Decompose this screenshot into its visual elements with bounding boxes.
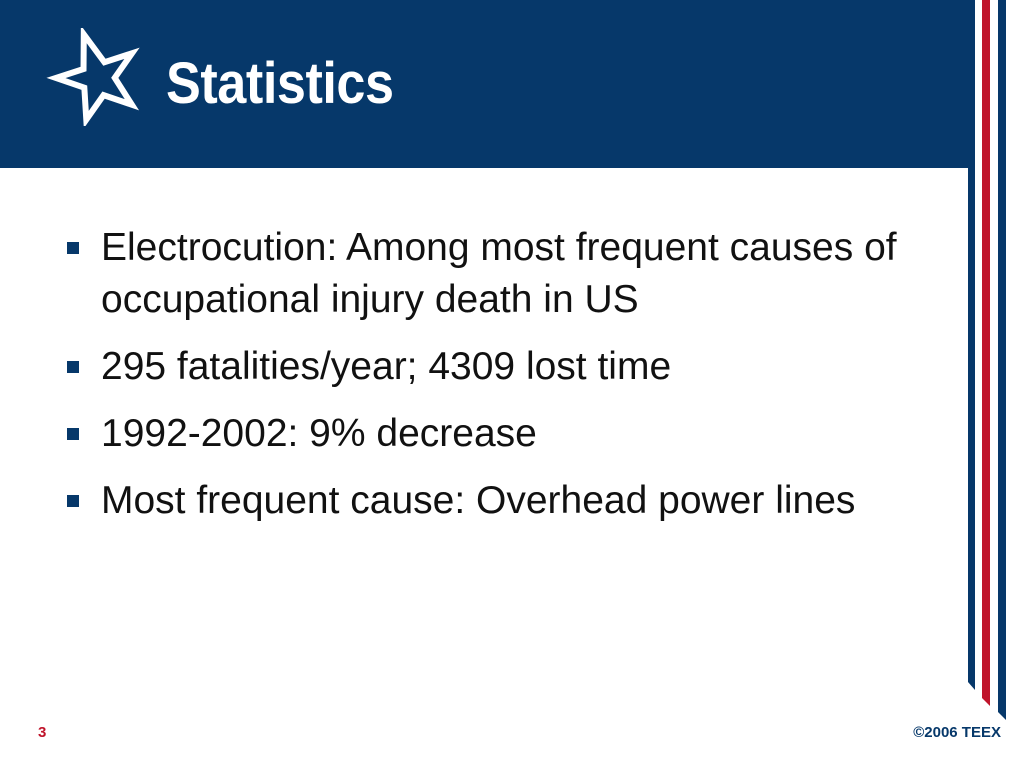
copyright-notice: ©2006 TEEX [913,724,1001,741]
bullet-item [62,408,942,460]
bullet-list [62,222,942,542]
bullet-text: Electrocution: Among most frequent causes of occupational injury death in US [101,226,897,321]
bullet-text: 295 fatalities/year; 4309 lost time [101,345,672,388]
slide-number: 3 [38,724,47,741]
square-bullet-icon [67,428,79,440]
star-icon [36,28,140,126]
flag-stripes [968,0,1024,720]
slide-title: Statistics [166,51,394,116]
bullet-item [62,475,942,527]
bullet-item [62,341,942,393]
square-bullet-icon [67,242,79,254]
header-band [0,0,972,163]
square-bullet-icon [67,361,79,373]
header-rule [0,163,972,168]
bullet-text: 1992-2002: 9% decrease [101,412,537,455]
bullet-item [62,222,942,326]
square-bullet-icon [67,495,79,507]
bullet-text: Most frequent cause: Overhead power lines [101,479,856,522]
